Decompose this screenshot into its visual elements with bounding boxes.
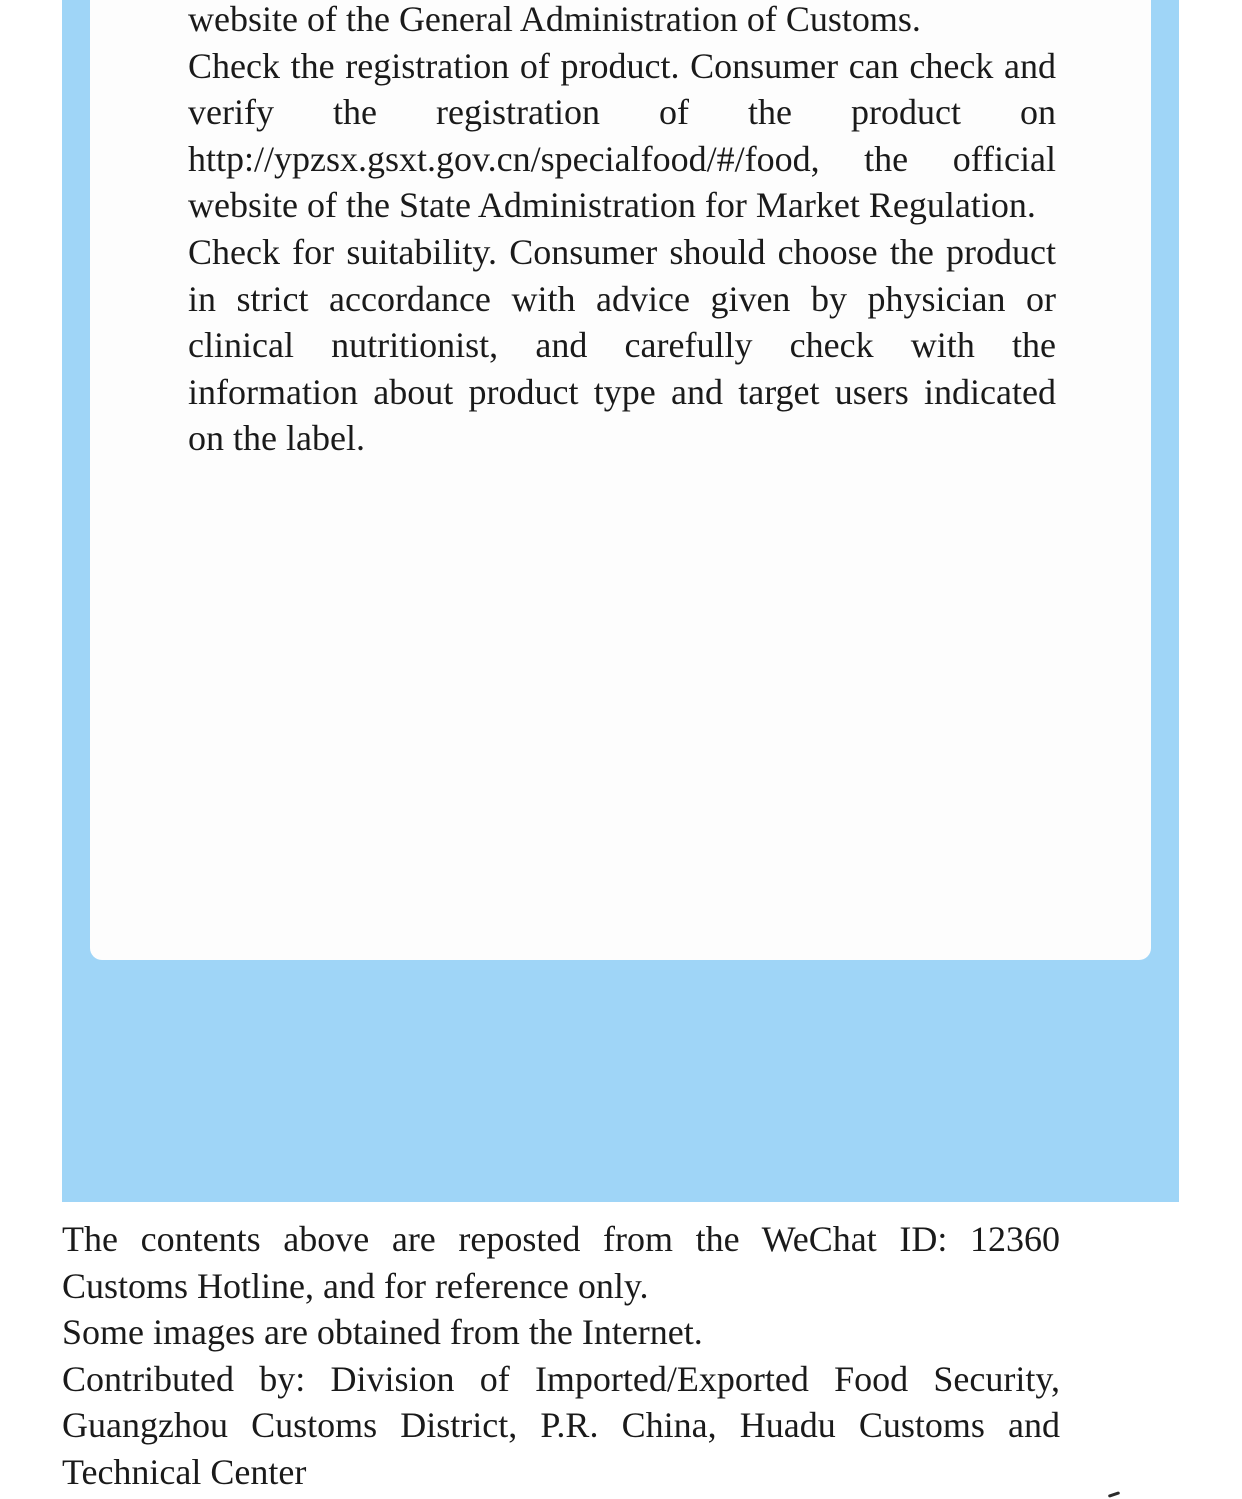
- registration-paragraph: Check the registration of product. Consumer can check and verify the registration of the product on http://ypzsx.gsxt.gov.cn/specialfood/#/food, the official website of the State Administration for Market Regulation.: [188, 45, 1056, 226]
- card-text-block: [188, 0, 1056, 462]
- suitability-paragraph: Check for suitability. Consumer should choose the product in strict accordance with advice given by physician or clinical nutritionist, and carefully check with the information about product type and target users indicated on the label.: [188, 231, 1056, 459]
- card-line-top: website of the General Administration of Customs.: [188, 0, 921, 39]
- contributed-by: Contributed by: Division of Imported/Exported Food Security, Guangzhou Customs District, P.R. China, Huadu Customs and Technical Center: [62, 1358, 1060, 1492]
- edge-mark: [1108, 1491, 1120, 1498]
- repost-note: The contents above are reposted from the WeChat ID: 12360 Customs Hotline, and for reference only.: [62, 1219, 1060, 1306]
- images-note: Some images are obtained from the Internet.: [62, 1312, 703, 1353]
- footer-notes: [62, 1216, 1060, 1496]
